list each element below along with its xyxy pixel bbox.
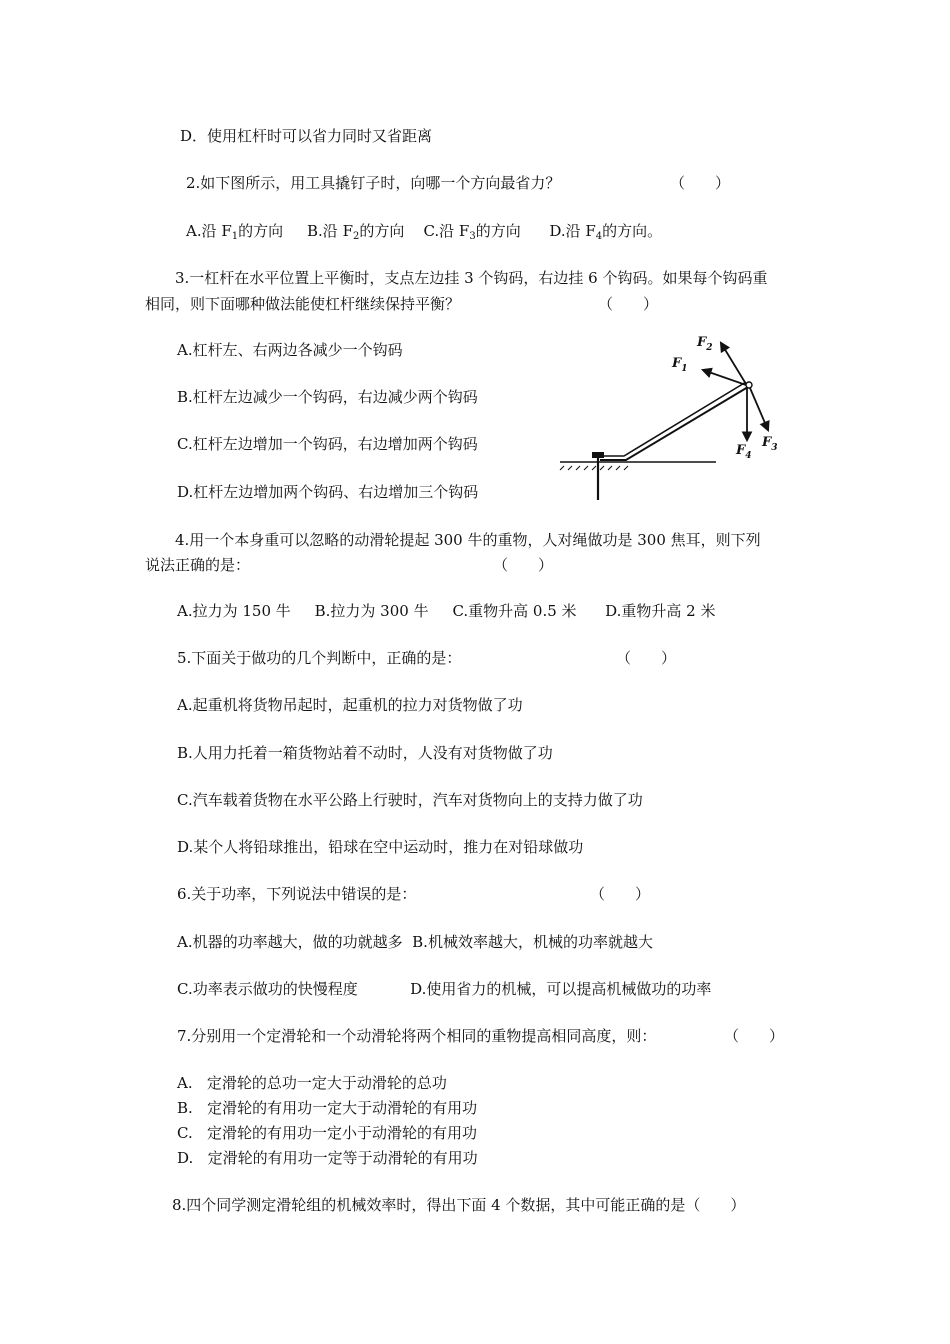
q7-option-d: D. 定滑轮的有用功一定等于动滑轮的有用功 xyxy=(177,1149,478,1167)
q5-stem: 5.下面关于做功的几个判断中，正确的是： xyxy=(177,649,462,667)
q7-option-c: C. 定滑轮的有用功一定小于动滑轮的有用功 xyxy=(177,1124,478,1142)
q6-option-b: B.机械效率越大，机械的功率就越大 xyxy=(412,933,653,951)
q6-option-d: D.使用省力的机械，可以提高机械做功的功率 xyxy=(410,980,712,998)
q7-answer-paren: （ ） xyxy=(724,1027,785,1045)
q3-option-b: B.杠杆左边减少一个钩码，右边减少两个钩码 xyxy=(177,388,478,406)
crowbar-force-figure xyxy=(556,330,796,505)
q3-answer-paren: （ ） xyxy=(598,295,659,313)
q6-stem: 6.关于功率，下列说法中错误的是： xyxy=(177,885,417,903)
q4-option-a: A.拉力为 150 牛 xyxy=(177,602,291,620)
q6-option-c: C.功率表示做功的快慢程度 xyxy=(177,980,358,998)
label-f2: $F_2$ xyxy=(697,335,713,353)
q2-option-a: A.沿 $F_1$的方向 xyxy=(186,222,284,242)
q6-answer-paren: （ ） xyxy=(590,885,651,903)
force-arrow-f3 xyxy=(750,388,768,430)
q4-option-c: C.重物升高 0.5 米 xyxy=(452,602,577,620)
q2-answer-paren: （ ） xyxy=(670,174,731,192)
q4-option-d: D.重物升高 2 米 xyxy=(605,602,716,620)
q3-option-a: A.杠杆左、右两边各减少一个钩码 xyxy=(177,341,403,359)
q6-options-cd xyxy=(177,979,711,999)
q4-answer-paren: （ ） xyxy=(493,556,554,574)
q5-option-c: C.汽车载着货物在水平公路上行驶时，汽车对货物向上的支持力做了功 xyxy=(177,791,643,809)
q5-option-b: B.人用力托着一箱货物站着不动时，人没有对货物做了功 xyxy=(177,744,553,762)
label-f3: $F_3$ xyxy=(762,435,778,453)
q2-options xyxy=(186,221,662,241)
q2-option-d: D.沿 $F_4$的方向。 xyxy=(549,222,663,242)
label-f1: $F_1$ xyxy=(672,356,688,374)
q4-options xyxy=(177,601,716,621)
q7-stem: 7.分别用一个定滑轮和一个动滑轮将两个相同的重物提高相同高度，则： xyxy=(177,1027,657,1045)
label-f4: $F_4$ xyxy=(736,443,752,461)
q4-stem-line2: 说法正确的是： xyxy=(145,556,251,574)
q3-option-d: D.杠杆左边增加两个钩码、右边增加三个钩码 xyxy=(177,483,479,501)
q4-option-b: B.拉力为 300 牛 xyxy=(314,602,429,620)
q2-stem: 2.如下图所示，用工具撬钉子时，向哪一个方向最省力？ xyxy=(186,174,561,192)
q6-options-ab xyxy=(177,932,653,952)
q3-stem-line1: 3.一杠杆在水平位置上平衡时，支点左边挂 3 个钩码，右边挂 6 个钩码。如果每个钩码重 xyxy=(175,269,768,287)
q2-option-c: C.沿 $F_3$的方向 xyxy=(423,222,521,242)
q1-option-d: D．使用杠杆时可以省力同时又省距离 xyxy=(180,127,433,145)
q5-option-a: A.起重机将货物吊起时，起重机的拉力对货物做了功 xyxy=(177,696,523,714)
q5-option-d: D.某个人将铅球推出，铅球在空中运动时，推力在对铅球做功 xyxy=(177,838,584,856)
q3-option-c: C.杠杆左边增加一个钩码，右边增加两个钩码 xyxy=(177,435,478,453)
q7-option-b: B. 定滑轮的有用功一定大于动滑轮的有用功 xyxy=(177,1099,478,1117)
q8-stem: 8.四个同学测定滑轮组的机械效率时，得出下面 4 个数据，其中可能正确的是（ ） xyxy=(172,1196,746,1214)
ground-line xyxy=(560,462,716,470)
q3-stem-line2: 相同，则下面哪种做法能使杠杆继续保持平衡？ xyxy=(145,295,461,313)
q4-stem-line1: 4.用一个本身重可以忽略的动滑轮提起 300 牛的重物，人对绳做功是 300 焦耳，则下列 xyxy=(175,531,761,549)
crowbar-lever xyxy=(600,382,752,460)
q6-option-a: A.机器的功率越大，做的功就越多 xyxy=(177,933,403,951)
q5-answer-paren: （ ） xyxy=(616,649,677,667)
q7-option-a: A. 定滑轮的总功一定大于动滑轮的总功 xyxy=(177,1074,447,1092)
q2-option-b: B.沿 $F_2$的方向 xyxy=(307,222,405,242)
